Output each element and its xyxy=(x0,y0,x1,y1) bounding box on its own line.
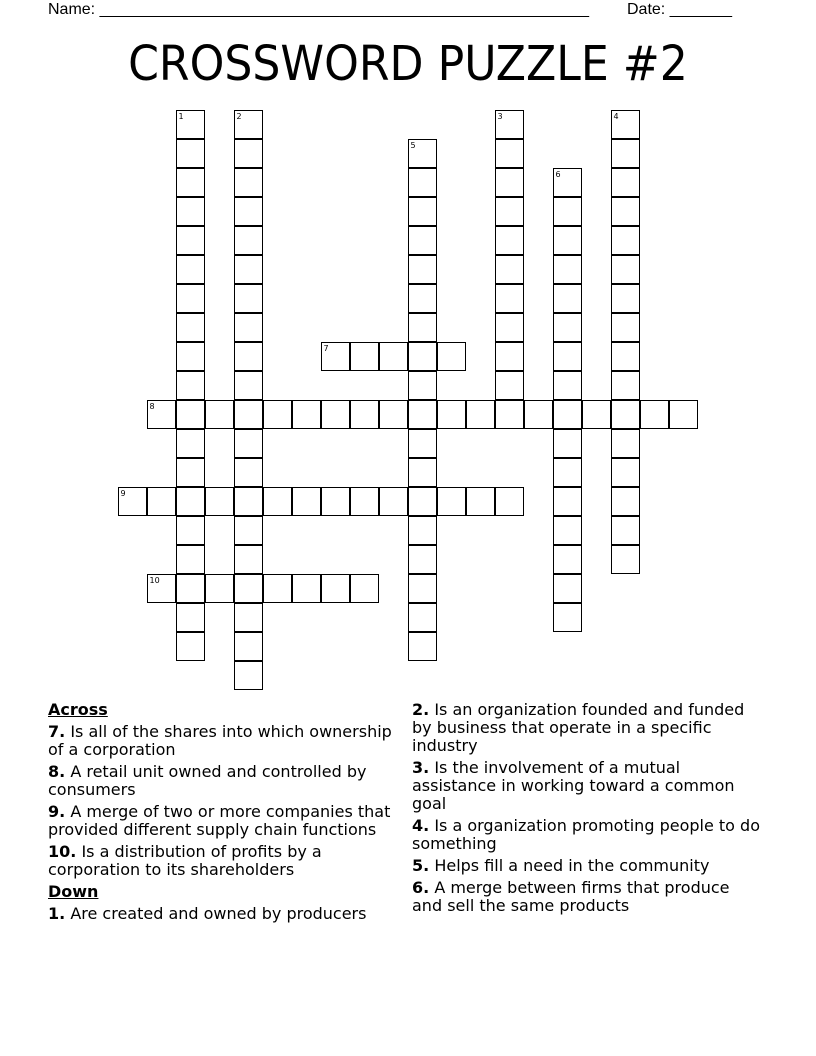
grid-cell[interactable] xyxy=(234,603,263,632)
grid-cell[interactable] xyxy=(611,139,640,168)
grid-cell[interactable] xyxy=(176,545,205,574)
clue-across-8 xyxy=(48,763,398,799)
grid-cell[interactable] xyxy=(611,371,640,400)
grid-cell[interactable] xyxy=(495,255,524,284)
clue-number: 5. xyxy=(412,856,430,875)
clue-number: 9. xyxy=(48,802,66,821)
grid-cell[interactable] xyxy=(495,197,524,226)
grid-cell[interactable] xyxy=(553,545,582,574)
grid-cell[interactable] xyxy=(611,342,640,371)
grid-cell[interactable] xyxy=(611,168,640,197)
clue-number: 2. xyxy=(412,700,430,719)
grid-cell[interactable] xyxy=(379,342,408,371)
puzzle-title: CROSSWORD PUZZLE #2 xyxy=(128,36,688,92)
grid-cell[interactable] xyxy=(292,400,321,429)
grid-cell[interactable] xyxy=(263,487,292,516)
grid-cell[interactable] xyxy=(205,574,234,603)
grid-cell[interactable] xyxy=(176,197,205,226)
grid-cell[interactable] xyxy=(147,400,176,429)
grid-cell[interactable] xyxy=(611,545,640,574)
grid-cell[interactable] xyxy=(408,603,437,632)
grid-cell[interactable] xyxy=(553,516,582,545)
grid-cell[interactable] xyxy=(611,429,640,458)
grid-cell[interactable] xyxy=(234,545,263,574)
grid-cell[interactable] xyxy=(408,574,437,603)
clue-number: 4. xyxy=(412,816,430,835)
grid-cell[interactable] xyxy=(611,313,640,342)
grid-cell[interactable] xyxy=(437,342,466,371)
grid-cell[interactable] xyxy=(205,400,234,429)
grid-cell[interactable] xyxy=(350,574,379,603)
grid-cell[interactable] xyxy=(176,458,205,487)
grid-cell[interactable] xyxy=(611,400,640,429)
grid-cell[interactable] xyxy=(176,342,205,371)
clue-number: 6. xyxy=(412,878,430,897)
grid-cell[interactable] xyxy=(234,284,263,313)
clue-text: A merge between firms that produce and sell the same products xyxy=(412,878,730,915)
clue-number: 3. xyxy=(412,758,430,777)
grid-cell[interactable] xyxy=(408,139,437,168)
grid-cell[interactable] xyxy=(640,400,669,429)
grid-cell[interactable] xyxy=(379,400,408,429)
grid-cell[interactable] xyxy=(263,574,292,603)
clue-text: Is a organization promoting people to do something xyxy=(412,816,760,853)
clue-number-label: 5 xyxy=(410,141,416,150)
grid-cell[interactable] xyxy=(350,400,379,429)
grid-cell[interactable] xyxy=(553,487,582,516)
grid-cell[interactable] xyxy=(408,197,437,226)
grid-cell[interactable] xyxy=(234,226,263,255)
grid-cell[interactable] xyxy=(466,400,495,429)
grid-cell[interactable] xyxy=(611,197,640,226)
clue-text: A retail unit owned and controlled by consumers xyxy=(48,762,367,799)
grid-cell[interactable] xyxy=(408,168,437,197)
grid-cell[interactable] xyxy=(495,284,524,313)
grid-cell[interactable] xyxy=(292,487,321,516)
grid-cell[interactable] xyxy=(408,371,437,400)
grid-cell[interactable] xyxy=(611,284,640,313)
grid-cell[interactable] xyxy=(234,139,263,168)
grid-cell[interactable] xyxy=(176,371,205,400)
clue-number: 7. xyxy=(48,722,66,741)
grid-cell[interactable] xyxy=(553,342,582,371)
grid-cell[interactable] xyxy=(176,574,205,603)
grid-cell[interactable] xyxy=(553,255,582,284)
clue-across-9 xyxy=(48,803,398,839)
grid-cell[interactable] xyxy=(350,342,379,371)
clue-across-10 xyxy=(48,843,398,879)
grid-cell[interactable] xyxy=(495,110,524,139)
clue-number-label: 2 xyxy=(236,112,242,121)
grid-cell[interactable] xyxy=(147,487,176,516)
grid-cell[interactable] xyxy=(321,342,350,371)
grid-cell[interactable] xyxy=(234,197,263,226)
grid-cell[interactable] xyxy=(553,197,582,226)
clue-text: Helps fill a need in the community xyxy=(434,856,710,875)
grid-cell[interactable] xyxy=(176,632,205,661)
clue-number-label: 9 xyxy=(120,489,126,498)
grid-cell[interactable] xyxy=(234,632,263,661)
grid-cell[interactable] xyxy=(234,516,263,545)
down-heading: Down xyxy=(48,882,99,901)
clue-number: 10. xyxy=(48,842,77,861)
grid-cell[interactable] xyxy=(234,342,263,371)
across-heading: Across xyxy=(48,700,108,719)
grid-cell[interactable] xyxy=(611,226,640,255)
clue-down-2 xyxy=(412,701,762,755)
grid-cell[interactable] xyxy=(234,255,263,284)
grid-cell[interactable] xyxy=(176,110,205,139)
grid-cell[interactable] xyxy=(234,487,263,516)
grid-cell[interactable] xyxy=(408,313,437,342)
grid-cell[interactable] xyxy=(408,400,437,429)
grid-cell[interactable] xyxy=(176,603,205,632)
grid-cell[interactable] xyxy=(408,545,437,574)
grid-cell[interactable] xyxy=(553,603,582,632)
clue-number-label: 3 xyxy=(497,112,503,121)
grid-cell[interactable] xyxy=(408,284,437,313)
grid-cell[interactable] xyxy=(350,487,379,516)
clues-column-right xyxy=(412,701,762,919)
grid-cell[interactable] xyxy=(408,516,437,545)
grid-cell[interactable] xyxy=(553,574,582,603)
grid-cell[interactable] xyxy=(437,487,466,516)
clue-text: Is all of the shares into which ownership of a corporation xyxy=(48,722,392,759)
grid-cell[interactable] xyxy=(582,400,611,429)
grid-cell[interactable] xyxy=(553,313,582,342)
grid-cell[interactable] xyxy=(408,429,437,458)
grid-cell[interactable] xyxy=(292,574,321,603)
grid-cell[interactable] xyxy=(176,487,205,516)
grid-cell[interactable] xyxy=(147,574,176,603)
grid-cell[interactable] xyxy=(495,487,524,516)
grid-cell[interactable] xyxy=(234,400,263,429)
grid-cell[interactable] xyxy=(234,168,263,197)
grid-cell[interactable] xyxy=(263,400,292,429)
grid-cell[interactable] xyxy=(408,342,437,371)
clue-text: Are created and owned by producers xyxy=(70,904,367,923)
grid-cell[interactable] xyxy=(553,168,582,197)
grid-cell[interactable] xyxy=(553,400,582,429)
grid-cell[interactable] xyxy=(408,255,437,284)
grid-cell[interactable] xyxy=(408,458,437,487)
clue-text: Is an organization founded and funded by business that operate in a specific industry xyxy=(412,700,745,755)
grid-cell[interactable] xyxy=(611,255,640,284)
grid-cell[interactable] xyxy=(495,226,524,255)
clue-number-label: 8 xyxy=(149,402,155,411)
grid-cell[interactable] xyxy=(234,110,263,139)
date-field-label: Date: _______ xyxy=(627,1,732,18)
grid-cell[interactable] xyxy=(234,371,263,400)
grid-cell[interactable] xyxy=(437,400,466,429)
clue-down-4 xyxy=(412,817,762,853)
grid-cell[interactable] xyxy=(176,313,205,342)
grid-cell[interactable] xyxy=(379,487,408,516)
clues-column-left xyxy=(48,701,398,927)
grid-cell[interactable] xyxy=(553,458,582,487)
grid-cell[interactable] xyxy=(408,226,437,255)
clue-text: Is a distribution of profits by a corporation to its shareholders xyxy=(48,842,322,879)
grid-cell[interactable] xyxy=(611,458,640,487)
grid-cell[interactable] xyxy=(408,632,437,661)
grid-cell[interactable] xyxy=(553,429,582,458)
grid-cell[interactable] xyxy=(553,226,582,255)
name-field-label: Name: _______________________________________________________ xyxy=(48,1,589,18)
grid-cell[interactable] xyxy=(176,168,205,197)
grid-cell[interactable] xyxy=(611,516,640,545)
grid-cell[interactable] xyxy=(495,342,524,371)
clue-text: A merge of two or more companies that provided different supply chain functions xyxy=(48,802,391,839)
grid-cell[interactable] xyxy=(611,487,640,516)
grid-cell[interactable] xyxy=(495,313,524,342)
grid-cell[interactable] xyxy=(408,487,437,516)
clue-text: Is the involvement of a mutual assistance in working toward a common goal xyxy=(412,758,735,813)
clue-down-1 xyxy=(48,905,398,923)
grid-cell[interactable] xyxy=(176,516,205,545)
clue-down-6 xyxy=(412,879,762,915)
grid-cell[interactable] xyxy=(524,400,553,429)
clue-across-7 xyxy=(48,723,398,759)
grid-cell[interactable] xyxy=(553,284,582,313)
grid-cell[interactable] xyxy=(495,400,524,429)
grid-cell[interactable] xyxy=(234,429,263,458)
grid-cell[interactable] xyxy=(176,226,205,255)
grid-cell[interactable] xyxy=(176,139,205,168)
clue-number-label: 10 xyxy=(149,576,160,585)
clue-number: 8. xyxy=(48,762,66,781)
clue-number-label: 1 xyxy=(178,112,184,121)
grid-cell[interactable] xyxy=(495,168,524,197)
grid-cell[interactable] xyxy=(553,371,582,400)
grid-cell[interactable] xyxy=(234,458,263,487)
grid-cell[interactable] xyxy=(495,371,524,400)
grid-cell[interactable] xyxy=(234,661,263,690)
grid-cell[interactable] xyxy=(611,110,640,139)
grid-cell[interactable] xyxy=(669,400,698,429)
grid-cell[interactable] xyxy=(176,284,205,313)
clue-number-label: 7 xyxy=(323,344,329,353)
grid-cell[interactable] xyxy=(321,400,350,429)
grid-cell[interactable] xyxy=(176,255,205,284)
grid-cell[interactable] xyxy=(205,487,234,516)
grid-cell[interactable] xyxy=(321,574,350,603)
grid-cell[interactable] xyxy=(118,487,147,516)
clue-down-3 xyxy=(412,759,762,813)
grid-cell[interactable] xyxy=(495,139,524,168)
grid-cell[interactable] xyxy=(466,487,495,516)
grid-cell[interactable] xyxy=(234,313,263,342)
clue-number-label: 6 xyxy=(555,170,561,179)
grid-cell[interactable] xyxy=(176,400,205,429)
clue-down-5 xyxy=(412,857,762,875)
grid-cell[interactable] xyxy=(234,574,263,603)
clue-number-label: 4 xyxy=(613,112,619,121)
grid-cell[interactable] xyxy=(321,487,350,516)
grid-cell[interactable] xyxy=(176,429,205,458)
clue-number: 1. xyxy=(48,904,66,923)
